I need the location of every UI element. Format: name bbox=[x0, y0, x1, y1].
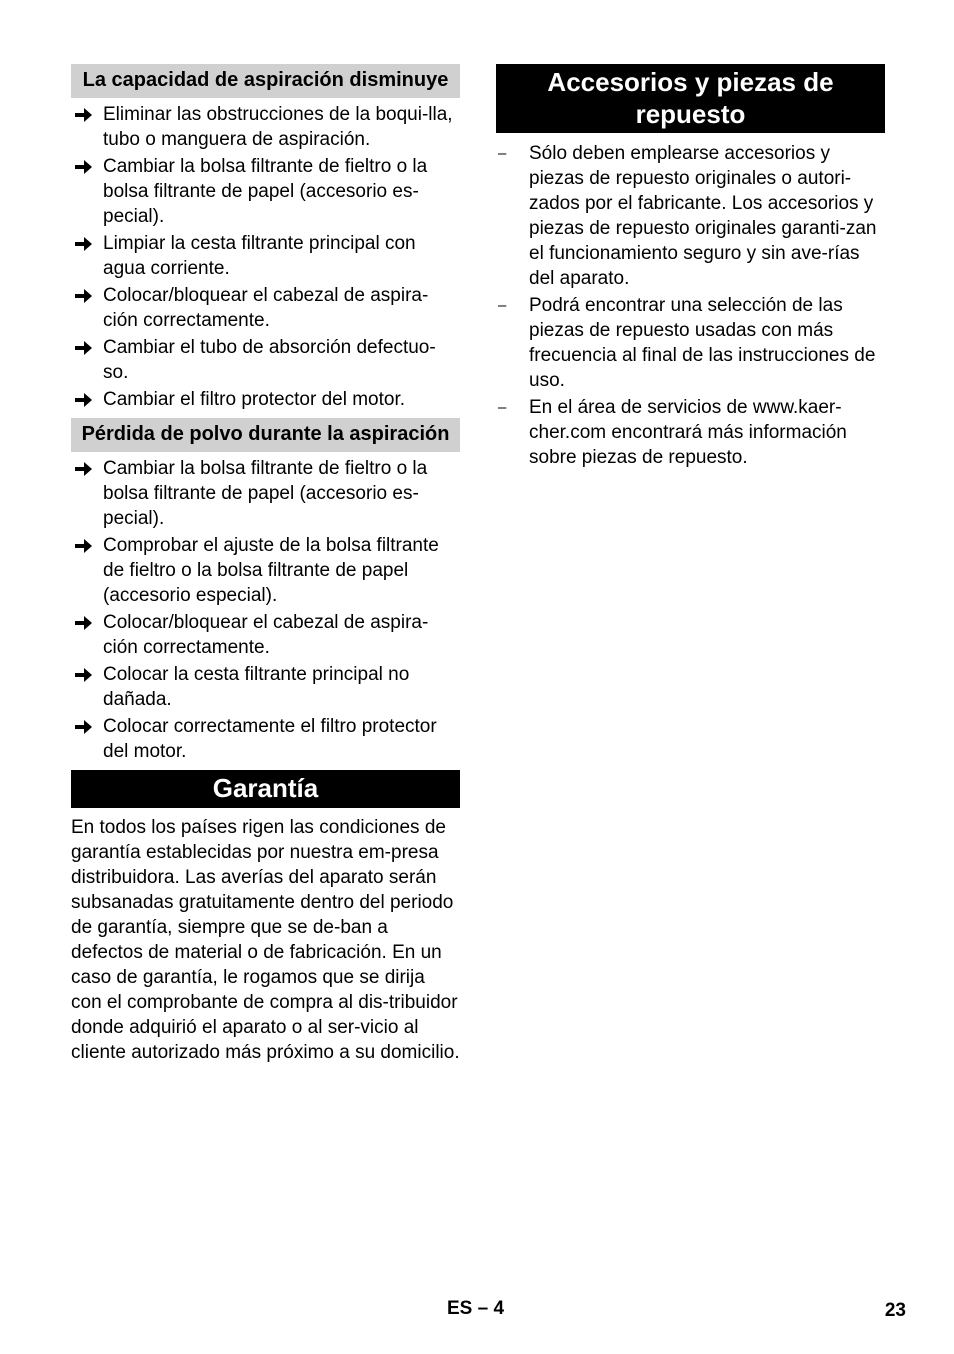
arrow-right-icon bbox=[75, 283, 92, 303]
arrow-right-icon bbox=[75, 456, 92, 476]
arrow-right-icon bbox=[75, 102, 92, 122]
warranty-paragraph: En todos los países rigen las condiciones de garantía establecidas por nuestra em-presa distribuidora. Las averías del aparato serán subsanadas gratuitamente dentro del periodo de garantía, siempre que se de-ban a defectos de material o de fabricación. En un caso de garantía, le rogamos que se dirija con el comprobante de compra al dis-tribuidor donde adquirió el aparato o al ser-vicio al cliente autorizado más próximo a su domicilio. bbox=[71, 817, 460, 1063]
section-heading-accessories: Accesorios y piezas de repuesto bbox=[496, 64, 885, 133]
left-column bbox=[71, 64, 460, 1065]
section-page-label: ES – 4 bbox=[447, 1298, 505, 1319]
section-heading-warranty: Garantía bbox=[71, 770, 460, 808]
suction-decrease-list bbox=[71, 102, 460, 412]
arrow-right-icon bbox=[75, 610, 92, 630]
dash-bullet-icon: – bbox=[498, 399, 507, 416]
list-item: Colocar/bloquear el cabezal de aspira-ción correctamente. bbox=[71, 283, 460, 333]
page-number: 23 bbox=[884, 1300, 906, 1321]
arrow-right-icon bbox=[75, 714, 92, 734]
section-heading-dust-loss: Pérdida de polvo durante la aspiración bbox=[71, 418, 460, 452]
list-item: Cambiar el tubo de absorción defectuo-so. bbox=[71, 335, 460, 385]
list-item: Colocar/bloquear el cabezal de aspira-ción correctamente. bbox=[71, 610, 460, 660]
dash-bullet-icon: – bbox=[498, 145, 507, 162]
list-item: Cambiar la bolsa filtrante de fieltro o la bolsa filtrante de papel (accesorio es-pecial). bbox=[71, 154, 460, 229]
list-item: Limpiar la cesta filtrante principal con agua corriente. bbox=[71, 231, 460, 281]
list-item: Colocar correctamente el filtro protector del motor. bbox=[71, 714, 460, 764]
list-item: Eliminar las obstrucciones de la boqui-lla, tubo o manguera de aspiración. bbox=[71, 102, 460, 152]
list-item: Comprobar el ajuste de la bolsa filtrante de fieltro o la bolsa filtrante de papel (accesorio especial). bbox=[71, 533, 460, 608]
arrow-right-icon bbox=[75, 231, 92, 251]
list-item: Cambiar la bolsa filtrante de fieltro o la bolsa filtrante de papel (accesorio es-pecial). bbox=[71, 456, 460, 531]
arrow-right-icon bbox=[75, 335, 92, 355]
list-item: – Sólo deben emplearse accesorios y piezas de repuesto originales o autori-zados por el fabricante. Los accesorios y piezas de repuesto originales garanti-zan el funcionamiento seguro y sin ave-rías del aparato. bbox=[498, 143, 877, 289]
list-item: Colocar la cesta filtrante principal no dañada. bbox=[71, 662, 460, 712]
list-item: Cambiar el filtro protector del motor. bbox=[71, 387, 460, 412]
list-item: – En el área de servicios de www.kaer-cher.com encontrará más información sobre piezas de repuesto. bbox=[498, 397, 847, 468]
dash-bullet-icon: – bbox=[498, 297, 507, 314]
right-column bbox=[496, 64, 885, 472]
section-heading-suction-decrease: La capacidad de aspiración disminuye bbox=[71, 64, 460, 98]
arrow-right-icon bbox=[75, 387, 92, 407]
list-item: – Podrá encontrar una selección de las piezas de repuesto usadas con más frecuencia al final de las instrucciones de uso. bbox=[498, 295, 876, 391]
dust-loss-list bbox=[71, 456, 460, 764]
arrow-right-icon bbox=[75, 662, 92, 682]
arrow-right-icon bbox=[75, 154, 92, 174]
arrow-right-icon bbox=[75, 533, 92, 553]
accessories-list bbox=[496, 141, 885, 470]
